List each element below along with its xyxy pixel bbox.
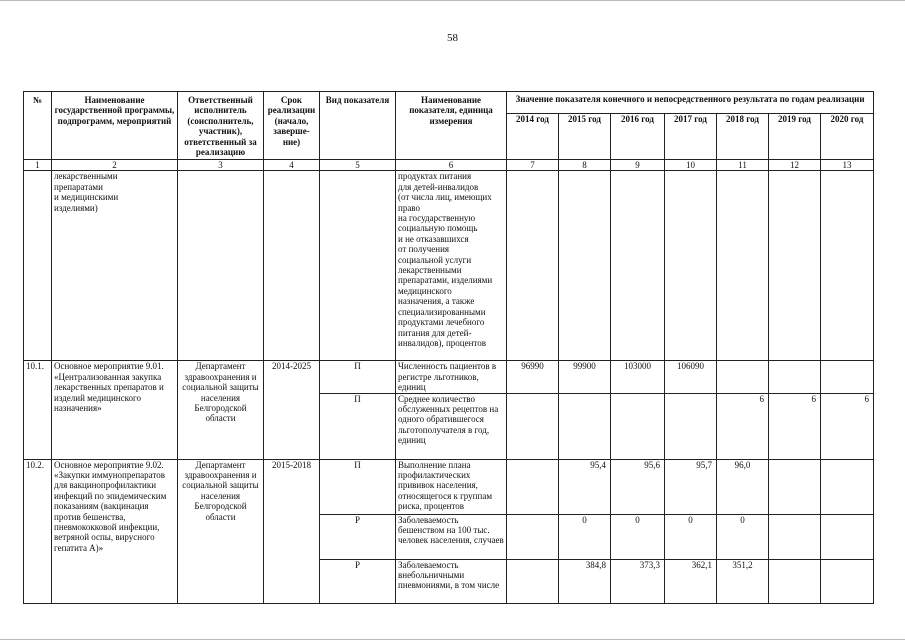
value-cell bbox=[821, 361, 874, 393]
indicator-type: П bbox=[320, 361, 396, 393]
column-number: 1 bbox=[24, 160, 52, 171]
value-cell: 96,0 bbox=[717, 459, 769, 514]
column-number: 5 bbox=[320, 160, 396, 171]
column-number: 3 bbox=[178, 160, 264, 171]
value-cell: 96990 bbox=[507, 361, 559, 393]
header-year: 2014 год bbox=[507, 114, 559, 160]
header-indicator-name: Наименование показателя, единица измерения bbox=[396, 92, 507, 160]
value-cell bbox=[821, 514, 874, 559]
header-year: 2016 год bbox=[611, 114, 665, 160]
header-executor: Ответственный исполнитель (соисполнитель, участник), ответственный за реализацию bbox=[178, 92, 264, 160]
responsible-executor: Департамент здравоохранения и социальной защиты населения Белгородской области bbox=[178, 459, 264, 603]
responsible-executor: Департамент здравоохранения и социальной защиты населения Белгородской области bbox=[178, 361, 264, 459]
column-number: 2 bbox=[52, 160, 178, 171]
header-name: Наименование государственной программы, подпрограмм, мероприятий bbox=[52, 92, 178, 160]
value-cell bbox=[507, 393, 559, 459]
value-cell: 0 bbox=[559, 514, 611, 559]
column-number: 6 bbox=[396, 160, 507, 171]
column-number: 7 bbox=[507, 160, 559, 171]
value-cell: 6 bbox=[821, 393, 874, 459]
activity-name: Основное мероприятие 9.02. «Закупки иммунопрепаратов для вакцинопрофилактики инфекций по эпидемическим показаниям (вакцинация против бешенства, пневмококковой инфекции, ветряной оспы, вирусного гепатита А)» bbox=[52, 459, 178, 603]
header-term: Срок реализации (начало, заверше-ние) bbox=[264, 92, 320, 160]
table-row-continuation bbox=[24, 171, 874, 361]
value-cell bbox=[769, 514, 821, 559]
indicator-name: Заболеваемость внебольничными пневмониями, в том числе bbox=[396, 559, 507, 603]
value-cell: 351,2 bbox=[717, 559, 769, 603]
column-number: 4 bbox=[264, 160, 320, 171]
value-cell: 106090 bbox=[665, 361, 717, 393]
table-row bbox=[24, 361, 874, 393]
value-cell: 95,7 bbox=[665, 459, 717, 514]
value-cell: 95,4 bbox=[559, 459, 611, 514]
value-cell: 384,8 bbox=[559, 559, 611, 603]
column-number: 9 bbox=[611, 160, 665, 171]
indicator-name: Среднее количество обслуженных рецептов на одного обратившегося льготополучателя в год, единиц bbox=[396, 393, 507, 459]
value-cell bbox=[665, 393, 717, 459]
column-numbers-row bbox=[24, 160, 874, 171]
implementation-term: 2014-2025 bbox=[264, 361, 320, 459]
value-cell bbox=[717, 361, 769, 393]
value-cell: 0 bbox=[611, 514, 665, 559]
value-cell: 6 bbox=[717, 393, 769, 459]
indicator-type: Р bbox=[320, 559, 396, 603]
value-cell bbox=[769, 559, 821, 603]
column-number: 12 bbox=[769, 160, 821, 171]
value-cell bbox=[769, 361, 821, 393]
header-no: № bbox=[24, 92, 52, 160]
header-year: 2018 год bbox=[717, 114, 769, 160]
value-cell: 373,3 bbox=[611, 559, 665, 603]
value-cell: 0 bbox=[665, 514, 717, 559]
continuation-indicator: продуктах питания для детей-инвалидов (от числа лиц, имеющих право на государственную социальную помощь и не отказавшихся от получения социальной услуги лекарственными препаратами, изделиями медицинского назначения, а также специализированными продуктами лечебного питания для детей- инвалидов), процентов bbox=[396, 171, 507, 361]
value-cell: 6 bbox=[769, 393, 821, 459]
header-year: 2015 год bbox=[559, 114, 611, 160]
value-cell bbox=[559, 393, 611, 459]
header-year: 2020 год bbox=[821, 114, 874, 160]
row-number: 10.1. bbox=[24, 361, 52, 459]
page-number: 58 bbox=[447, 32, 458, 44]
row-number: 10.2. bbox=[24, 459, 52, 603]
value-cell bbox=[821, 459, 874, 514]
value-cell: 103000 bbox=[611, 361, 665, 393]
value-cell: 99900 bbox=[559, 361, 611, 393]
header-indicator-type: Вид показателя bbox=[320, 92, 396, 160]
scan-edge-top bbox=[0, 0, 905, 1]
implementation-term: 2015-2018 bbox=[264, 459, 320, 603]
value-cell: 95,6 bbox=[611, 459, 665, 514]
column-number: 8 bbox=[559, 160, 611, 171]
indicator-name: Численность пациентов в регистре льготников, единиц bbox=[396, 361, 507, 393]
value-cell: 362,1 bbox=[665, 559, 717, 603]
indicator-name: Заболеваемость бешенством на 100 тыс. человек населения, случаев bbox=[396, 514, 507, 559]
column-number: 10 bbox=[665, 160, 717, 171]
indicator-type: П bbox=[320, 459, 396, 514]
value-cell: 0 bbox=[717, 514, 769, 559]
header-year: 2017 год bbox=[665, 114, 717, 160]
table-row bbox=[24, 459, 874, 514]
value-cell bbox=[611, 393, 665, 459]
value-cell bbox=[821, 559, 874, 603]
indicator-type: П bbox=[320, 393, 396, 459]
activity-name: Основное мероприятие 9.01. «Централизованная закупка лекарственных препаратов и изделий медицинского назначения» bbox=[52, 361, 178, 459]
header-values-group: Значение показателя конечного и непосредственного результата по годам реализации bbox=[507, 92, 874, 114]
value-cell bbox=[507, 459, 559, 514]
indicator-name: Выполнение плана профилактических прививок населения, относящегося к группам риска, процентов bbox=[396, 459, 507, 514]
column-number: 13 bbox=[821, 160, 874, 171]
indicator-type: Р bbox=[320, 514, 396, 559]
column-number: 11 bbox=[717, 160, 769, 171]
value-cell bbox=[769, 459, 821, 514]
indicators-table bbox=[23, 91, 874, 604]
header-year: 2019 год bbox=[769, 114, 821, 160]
continuation-name: лекарственными препаратами и медицинскими изделиями) bbox=[52, 171, 178, 361]
value-cell bbox=[507, 514, 559, 559]
value-cell bbox=[507, 559, 559, 603]
